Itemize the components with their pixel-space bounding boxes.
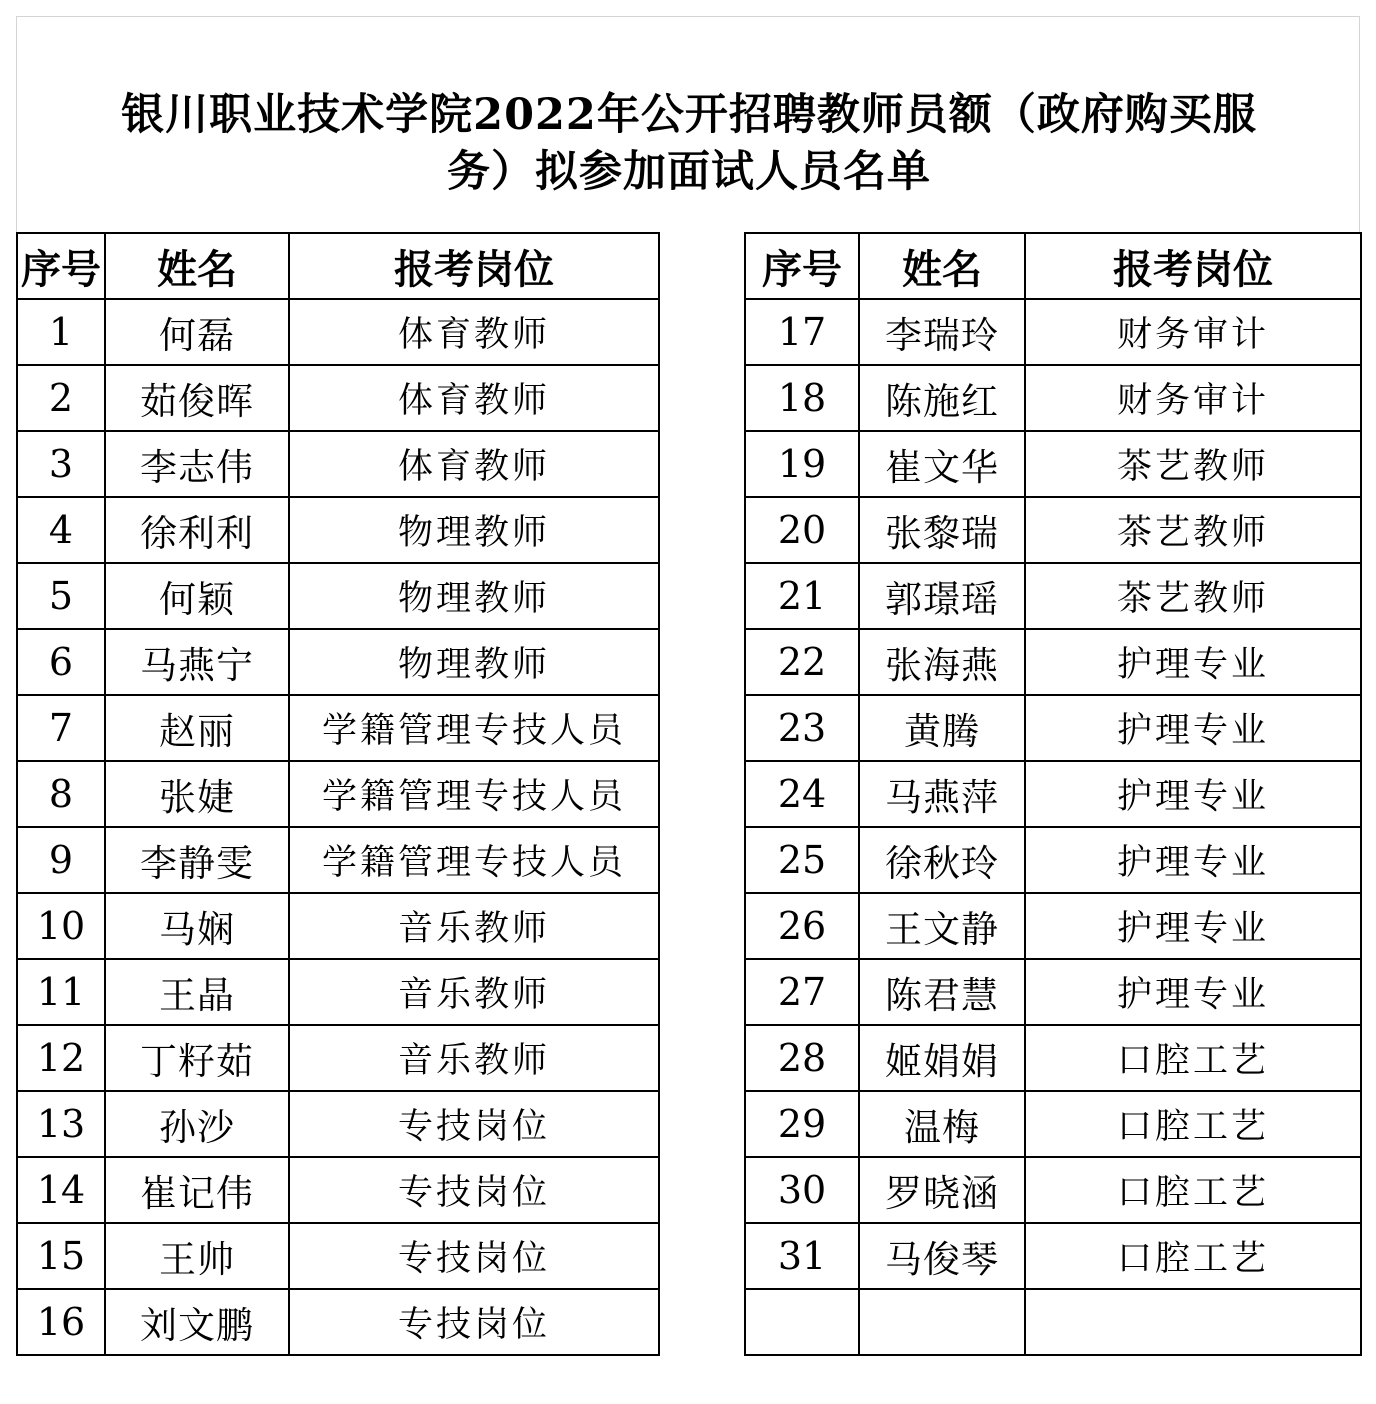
candidate-name: 王文静 [859,893,1025,959]
applied-position: 专技岗位 [289,1223,659,1289]
row-number: 2 [17,365,105,431]
applied-position: 音乐教师 [289,893,659,959]
table-row [745,365,1361,431]
row-number: 30 [745,1157,859,1223]
row-number: 20 [745,497,859,563]
applied-position: 学籍管理专技人员 [289,827,659,893]
applied-position: 茶艺教师 [1025,563,1361,629]
row-number: 6 [17,629,105,695]
document-title [17,87,1361,201]
row-number: 7 [17,695,105,761]
candidate-name: 崔记伟 [105,1157,289,1223]
candidate-name: 徐秋玲 [859,827,1025,893]
candidate-name: 马俊琴 [859,1223,1025,1289]
applied-position: 物理教师 [289,563,659,629]
applied-position: 护理专业 [1025,629,1361,695]
table-body-left [17,299,659,1355]
candidate-name: 陈施红 [859,365,1025,431]
applied-position: 学籍管理专技人员 [289,761,659,827]
table-row [745,1223,1361,1289]
candidate-name: 赵丽 [105,695,289,761]
row-number: 1 [17,299,105,365]
table-row [17,563,659,629]
applied-position: 护理专业 [1025,893,1361,959]
applied-position: 茶艺教师 [1025,497,1361,563]
row-number: 28 [745,1025,859,1091]
title-box [16,16,1360,232]
candidate-name: 温梅 [859,1091,1025,1157]
row-number: 11 [17,959,105,1025]
table-row [17,629,659,695]
candidate-name: 马燕宁 [105,629,289,695]
row-number: 16 [17,1289,105,1355]
applied-position: 专技岗位 [289,1157,659,1223]
table-row [17,1223,659,1289]
header-name: 姓名 [105,233,289,299]
header-row [745,233,1361,299]
applied-position: 专技岗位 [289,1091,659,1157]
row-number: 21 [745,563,859,629]
candidate-name: 马娴 [105,893,289,959]
table-row [745,497,1361,563]
candidate-name: 姬娟娟 [859,1025,1025,1091]
candidate-table-right [744,232,1362,1356]
table-row [17,761,659,827]
row-number: 24 [745,761,859,827]
row-number: 26 [745,893,859,959]
candidate-name: 茹俊晖 [105,365,289,431]
applied-position: 护理专业 [1025,761,1361,827]
table-row [17,827,659,893]
applied-position: 物理教师 [289,629,659,695]
table-row [745,827,1361,893]
header-position: 报考岗位 [1025,233,1361,299]
header-position: 报考岗位 [289,233,659,299]
row-number: 31 [745,1223,859,1289]
candidate-name: 郭璟瑶 [859,563,1025,629]
applied-position: 财务审计 [1025,299,1361,365]
table-row [745,1289,1361,1355]
applied-position: 音乐教师 [289,1025,659,1091]
row-number: 5 [17,563,105,629]
applied-position: 音乐教师 [289,959,659,1025]
candidate-name: 王晶 [105,959,289,1025]
applied-position: 体育教师 [289,431,659,497]
candidate-name: 黄腾 [859,695,1025,761]
title-line-1: 银川职业技术学院2022年公开招聘教师员额（政府购买服 [121,90,1257,140]
row-number: 29 [745,1091,859,1157]
row-number: 15 [17,1223,105,1289]
table-row [17,431,659,497]
table-row [745,1025,1361,1091]
candidate-name: 马燕萍 [859,761,1025,827]
applied-position: 口腔工艺 [1025,1091,1361,1157]
table-row [17,365,659,431]
table-row [745,299,1361,365]
row-number: 10 [17,893,105,959]
table-row [17,1091,659,1157]
applied-position: 口腔工艺 [1025,1025,1361,1091]
row-number: 23 [745,695,859,761]
title-line-2: 务）拟参加面试人员名单 [447,147,931,197]
table-row [17,893,659,959]
row-number: 17 [745,299,859,365]
applied-position [1025,1289,1361,1355]
row-number: 8 [17,761,105,827]
candidate-name: 李静雯 [105,827,289,893]
table-row [17,1289,659,1355]
table-row [745,959,1361,1025]
candidate-name [859,1289,1025,1355]
candidate-name: 张海燕 [859,629,1025,695]
candidate-name: 王帅 [105,1223,289,1289]
candidate-name: 何磊 [105,299,289,365]
applied-position: 口腔工艺 [1025,1157,1361,1223]
table-row [745,893,1361,959]
row-number [745,1289,859,1355]
candidate-name: 孙沙 [105,1091,289,1157]
applied-position: 护理专业 [1025,959,1361,1025]
table-row [17,1025,659,1091]
applied-position: 财务审计 [1025,365,1361,431]
applied-position: 茶艺教师 [1025,431,1361,497]
table-row [745,1091,1361,1157]
table-row [17,695,659,761]
table-row [17,959,659,1025]
row-number: 9 [17,827,105,893]
applied-position: 体育教师 [289,299,659,365]
row-number: 13 [17,1091,105,1157]
row-number: 4 [17,497,105,563]
header-name: 姓名 [859,233,1025,299]
table-row [745,1157,1361,1223]
candidate-name: 张婕 [105,761,289,827]
table-row [17,497,659,563]
applied-position: 物理教师 [289,497,659,563]
table-row [17,1157,659,1223]
applied-position: 口腔工艺 [1025,1223,1361,1289]
candidate-name: 张黎瑞 [859,497,1025,563]
header-number: 序号 [745,233,859,299]
candidate-name: 李瑞玲 [859,299,1025,365]
candidate-table-left [16,232,660,1356]
candidate-name: 罗晓涵 [859,1157,1025,1223]
header-number: 序号 [17,233,105,299]
row-number: 22 [745,629,859,695]
applied-position: 学籍管理专技人员 [289,695,659,761]
table-row [745,695,1361,761]
row-number: 14 [17,1157,105,1223]
table-row [745,761,1361,827]
candidate-name: 丁籽茹 [105,1025,289,1091]
row-number: 27 [745,959,859,1025]
candidate-name: 徐利利 [105,497,289,563]
candidate-name: 刘文鹏 [105,1289,289,1355]
applied-position: 护理专业 [1025,695,1361,761]
table-row [745,563,1361,629]
row-number: 25 [745,827,859,893]
row-number: 3 [17,431,105,497]
candidate-name: 何颖 [105,563,289,629]
applied-position: 护理专业 [1025,827,1361,893]
row-number: 12 [17,1025,105,1091]
row-number: 18 [745,365,859,431]
candidate-name: 崔文华 [859,431,1025,497]
header-row [17,233,659,299]
applied-position: 体育教师 [289,365,659,431]
table-body-right [745,299,1361,1355]
table-row [745,431,1361,497]
candidate-name: 陈君慧 [859,959,1025,1025]
applied-position: 专技岗位 [289,1289,659,1355]
table-row [745,629,1361,695]
row-number: 19 [745,431,859,497]
table-row [17,299,659,365]
candidate-name: 李志伟 [105,431,289,497]
